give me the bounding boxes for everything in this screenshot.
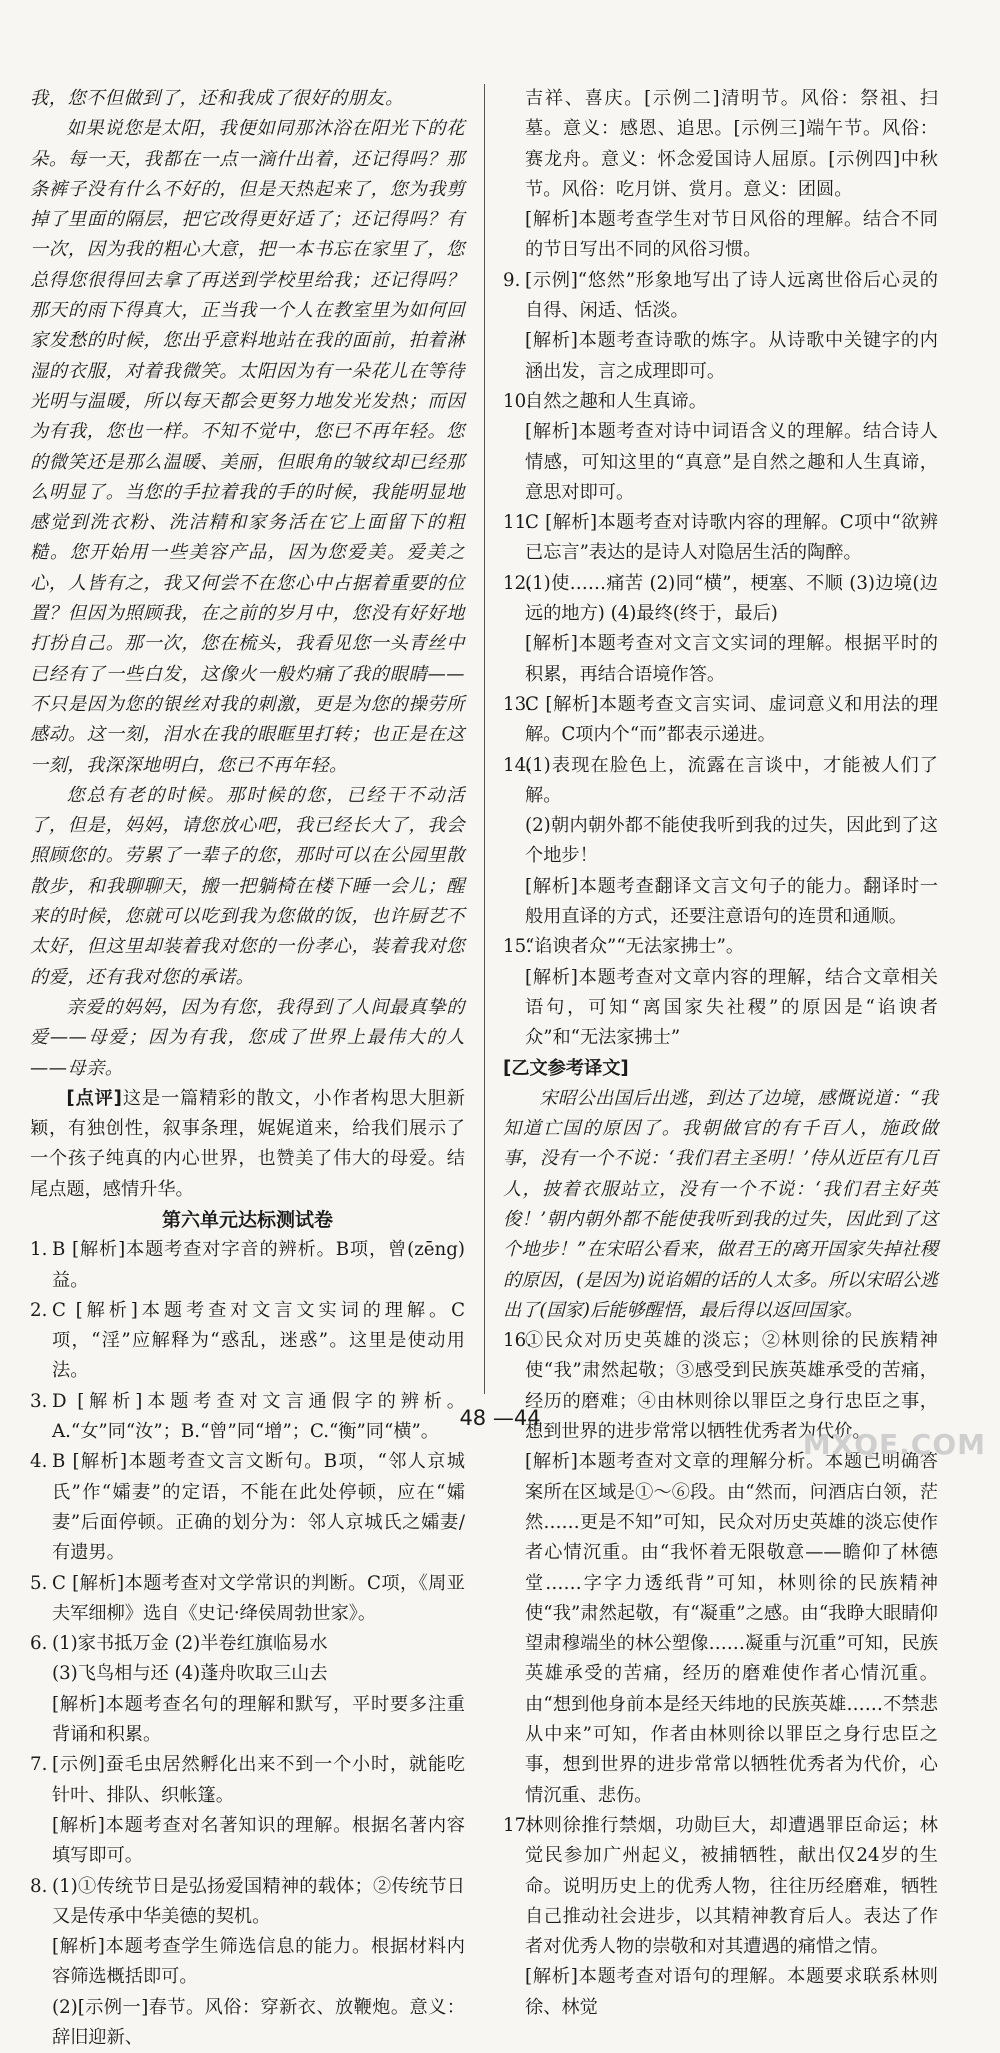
- answer-item: [503, 266, 938, 387]
- answer-line: [解析]本题考查对文章内容的理解，结合文章相关语句，可知“离国家失社稷”的原因是“谄谀者众”和“无法家拂士”: [525, 966, 938, 1049]
- answer-line: C [解析]本题考查对文学常识的判断。C项，《周亚夫军细柳》选自《史记·绛侯周勃世家》。: [52, 1572, 465, 1624]
- answer-line: [解析]本题考查对文言文实词的理解。根据平时的积累，再结合语境作答。: [525, 633, 938, 685]
- answer-line: (1)①传统节日是弘扬爱国精神的载体；②传统节日又是传承中华美德的契机。: [52, 1875, 465, 1927]
- answer-line: (3)飞鸟相与还 (4)蓬舟吹取三山去: [52, 1663, 328, 1685]
- essay-paragraph: 我，您不但做到了，还和我成了很好的朋友。: [30, 88, 404, 109]
- answer-line: B [解析]本题考查对字音的辨析。B项，曾(zēng)益。: [52, 1239, 465, 1291]
- answer-item: [503, 751, 938, 933]
- answer-item: [503, 932, 938, 1053]
- answer-item: [503, 84, 938, 266]
- answer-list-left: [30, 1235, 465, 2053]
- answer-line: [示例]“悠然”形象地写出了诗人远离世俗后心灵的自得、闲适、恬淡。: [525, 269, 938, 322]
- answer-number: 8.: [30, 1875, 48, 1897]
- answer-line: ①民众对历史英雄的淡忘；②林则徐的民族精神使“我”肃然起敬；③感受到民族英雄承受的苦痛，经历的磨难；④由林则徐以罪臣之身行忠臣之事，想到世界的进步常常以牺牲优秀者为代价。: [525, 1330, 938, 1443]
- answer-line: (1)表现在脸色上，流露在言谈中，才能被人们了解。: [525, 754, 938, 806]
- answer-item: [503, 1326, 938, 1811]
- answer-item: [30, 1235, 465, 1296]
- answer-number: 10.: [503, 390, 532, 412]
- essay-paragraph: 如果说您是太阳，我便如同那沐浴在阳光下的花朵。每一天，我都在一点一滴什出着，还记得吗？那条裤子没有什么不好的，但是天热起来了，您为我剪掉了里面的隔层，把它改得更好适了；还记得吗？有一次，因为我的粗心大意，把一本书忘在家里了，您总得您很得回去拿了再送到学校里给我；还记得吗？那天的雨下得真大，正当我一个人在教室里为如何回家发愁的时候，您出乎意料地站在我的面前，拍着淋湿的衣服，对着我微笑。太阳因为有一朵花儿在等待光明与温暖，所以每天都会更努力地发光发热；而因为有我，您也一样。不知不觉中，您已不再年轻。您的微笑还是那么温暖、美丽，但眼角的皱纹却已经那么明显了。当您的手拉着我的手的时候，我能明显地感觉到洗衣粉、洗洁精和家务活在它上面留下的粗糙。您开始用一些美容产品，因为您爱美。爱美之心，人皆有之，我又何尝不在您心中占据着重要的位置？但因为照顾我，在之前的岁月中，您没有好好地打扮自己。那一次，您在梳头，我看见您一头青丝中已经有了一些白发，这像火一般灼痛了我的眼睛——不只是因为您的银丝对我的刺激，更是为您的操劳所感动。这一刻，泪水在我的眼眶里打转；也正是在这一刻，我深深地明白，您已不再年轻。: [30, 118, 465, 776]
- essay-continuation: [30, 84, 465, 1084]
- answer-line: [解析]本题考查学生筛选信息的能力。根据材料内容筛选概括即可。: [52, 1936, 465, 1988]
- answer-line: B [解析]本题考查文言文断句。B项，“邻人京城氏”作“孀妻”的定语，不能在此处停顿，应在“孀妻”后面停顿。正确的划分为：邻人京城氏之孀妻/有遗男。: [52, 1451, 465, 1564]
- answer-line: [解析]本题考查翻译文言文句子的能力。翻译时一般用直译的方式，还要注意语句的连贯和通顺。: [525, 875, 938, 928]
- answer-number: 11.: [503, 512, 532, 534]
- answer-item: [30, 1872, 465, 2053]
- answer-line: (1)家书抵万金 (2)半卷红旗临易水: [52, 1633, 328, 1655]
- answer-number: 2.: [30, 1299, 48, 1321]
- answer-item: [30, 1750, 465, 1871]
- essay-paragraph: 您总有老的时候。那时候的您，已经干不动活了，但是，妈妈，请您放心吧，我已经长大了，我会照顾您的。劳累了一辈子的您，那时可以在公园里散散步，和我聊聊天，搬一把躺椅在楼下睡一会儿；醒来的时候，您就可以吃到我为您做的饭，也许厨艺不太好，但这里却装着我对您的一份孝心，装着我对您的爱，还有我对您的承诺。: [30, 784, 465, 988]
- answer-line: “谄谀者众”“无法家拂士”。: [525, 936, 745, 958]
- answer-line: [解析]本题考查名句的理解和默写，平时要多注重背诵和积累。: [52, 1693, 465, 1746]
- answer-line: [解析]本题考查对文章的理解分析。本题已明确答案所在区域是①～⑥段。由“然而，问酒店白领，茫然……更是不知”可知，民众对历史英雄的淡忘使作者心情沉重。由“我怀着无限敬意——瞻仰了林德堂……字字力透纸背”可知，林则徐的民族精神使“我”肃然起敬，有“凝重”之感。由“我睁大眼睛仰望肃穆端坐的林公塑像……凝重与沉重”可知，民族英雄承受的苦痛，经历的磨难使作者心情沉重。由“想到他身前本是经天纬地的民族英雄……不禁悲从中来”可知，作者由林则徐以罪臣之身行忠臣之事，想到世界的进步常常以牺牲优秀者为代价，心情沉重、悲伤。: [525, 1451, 938, 1806]
- answer-number: 12.: [503, 572, 532, 594]
- answer-number: 14.: [503, 754, 532, 776]
- review-text: 这是一篇精彩的散文，小作者构思大胆新颖，有独创性，叙事条理，娓娓道来，给我们展示了一个孩子纯真的内心世界，也赞美了伟大的母爱。结尾点题，感情升华。: [30, 1087, 465, 1200]
- answer-line: (2)[示例一]春节。风俗：穿新衣、放鞭炮。意义：辞旧迎新、: [52, 1996, 465, 2048]
- answer-item: [503, 508, 938, 569]
- answer-item: [503, 1811, 938, 2023]
- answer-line: [解析]本题考查对诗中词语含义的理解。结合诗人情感，可知这里的“真意”是自然之趣和人生真谛，意思对即可。: [525, 421, 938, 503]
- answer-line: [示例]蚕毛虫居然孵化出来不到一个小时，就能吃针叶、排队、织帐篷。: [52, 1754, 465, 1806]
- answer-line: 吉祥、喜庆。[示例二]清明节。风俗：祭祖、扫墓。意义：感恩、追思。[示例三]端午节。风俗：赛龙舟。意义：怀念爱国诗人屈原。[示例四]中秋节。风俗：吃月饼、赏月。意义：团圆。: [525, 88, 938, 200]
- answer-number: 3.: [30, 1390, 48, 1412]
- answer-item: [503, 690, 938, 751]
- answer-item: [30, 1296, 465, 1387]
- page-number: 48 —44: [459, 1406, 541, 1430]
- watermark-url: MXQE.COM: [802, 1428, 986, 1461]
- answer-line: C [解析]本题考查对诗歌内容的理解。C项中“欲辨已忘言”表达的是诗人对隐居生活的陶醉。: [525, 512, 938, 564]
- answer-line: D [解析]本题考查对文言通假字的辨析。A.“女”同“汝”；B.“曾”同“增”；C.“衡”同“横”。: [52, 1390, 465, 1443]
- right-column: [503, 84, 938, 2023]
- answer-line: (2)朝内朝外都不能使我听到我的过失，因此到了这个地步！: [525, 815, 938, 867]
- answer-item: [30, 1569, 465, 1630]
- answer-number: 13.: [503, 693, 532, 715]
- answer-number: 7.: [30, 1754, 48, 1776]
- answer-item: [503, 387, 938, 508]
- left-column: [30, 84, 465, 2053]
- answer-line: 自然之趣和人生真谛。: [525, 390, 707, 412]
- translation-title: [乙文参考译文]: [503, 1057, 629, 1079]
- column-divider: [484, 84, 485, 1394]
- answer-number: 16.: [503, 1330, 532, 1352]
- translation-block: [503, 1084, 938, 1326]
- answer-number: 15.: [503, 936, 532, 958]
- review: [30, 1084, 465, 1205]
- answer-line: [解析]本题考查学生对节日风俗的理解。结合不同的节日写出不同的风俗习惯。: [525, 209, 938, 261]
- answer-line: (1)使……痛苦 (2)同“横”，梗塞、不顺 (3)边境(边远的地方) (4)最终(终于，最后): [525, 572, 938, 625]
- answer-line: [解析]本题考查诗歌的炼字。从诗歌中关键字的内涵出发，言之成理即可。: [525, 330, 938, 382]
- answer-line: [解析]本题考查对语句的理解。本题要求联系林则徐、林觉: [525, 1966, 938, 2018]
- answer-number: 6.: [30, 1633, 48, 1655]
- answer-line: C [解析]本题考查对文言文实词的理解。C项，“淫”应解释为“惑乱，迷惑”。这里是使动用法。: [52, 1299, 465, 1382]
- answer-list-right-a: [503, 84, 938, 1054]
- answer-number: 17.: [503, 1814, 532, 1836]
- review-tag: [点评]: [66, 1087, 122, 1109]
- answer-line: [解析]本题考查对名著知识的理解。根据名著内容填写即可。: [52, 1814, 465, 1867]
- essay-paragraph: 亲爱的妈妈，因为有您，我得到了人间最真挚的爱——母爱；因为有我，您成了世界上最伟大的人——母亲。: [30, 996, 465, 1079]
- answer-number: 4.: [30, 1451, 48, 1473]
- answer-number: 5.: [30, 1572, 48, 1594]
- section-title: 第六单元达标测试卷: [161, 1208, 333, 1231]
- answer-line: 林则徐推行禁烟，功勋巨大，却遭遇罪臣命运；林觉民参加广州起义，被捕牺牲，献出仅24岁的生命。说明历史上的优秀人物，往往历经磨难，牺牲自己推动社会进步，以其精神教育后人。表达了作者对优秀人物的崇敬和对其遭遇的痛惜之情。: [525, 1814, 938, 1958]
- answer-number: 1.: [30, 1239, 48, 1261]
- answer-line: C [解析]本题考查文言实词、虚词意义和用法的理解。C项内个“而”都表示递进。: [525, 693, 938, 746]
- answer-item: [503, 569, 938, 690]
- answer-item: [30, 1629, 465, 1750]
- answer-item: [30, 1447, 465, 1568]
- answer-number: 9.: [503, 269, 521, 291]
- translation-text: 宋昭公出国后出逃，到达了边境，感慨说道：“我知道亡国的原因了。我朝做官的有千百人，施政做事，没有一个不说：‘我们君主圣明！’侍从近臣有几百人，披着衣服站立，没有一个不说：‘我们君主好英俊！’朝内朝外都不能使我听到我的过失，因此到了这个地步！”在宋昭公看来，做君王的离开国家失掉社稷的原因，(是因为)说谄媚的话的人太多。所以宋昭公逃出了(国家)后能够醒悟，最后得以返回国家。: [503, 1087, 938, 1321]
